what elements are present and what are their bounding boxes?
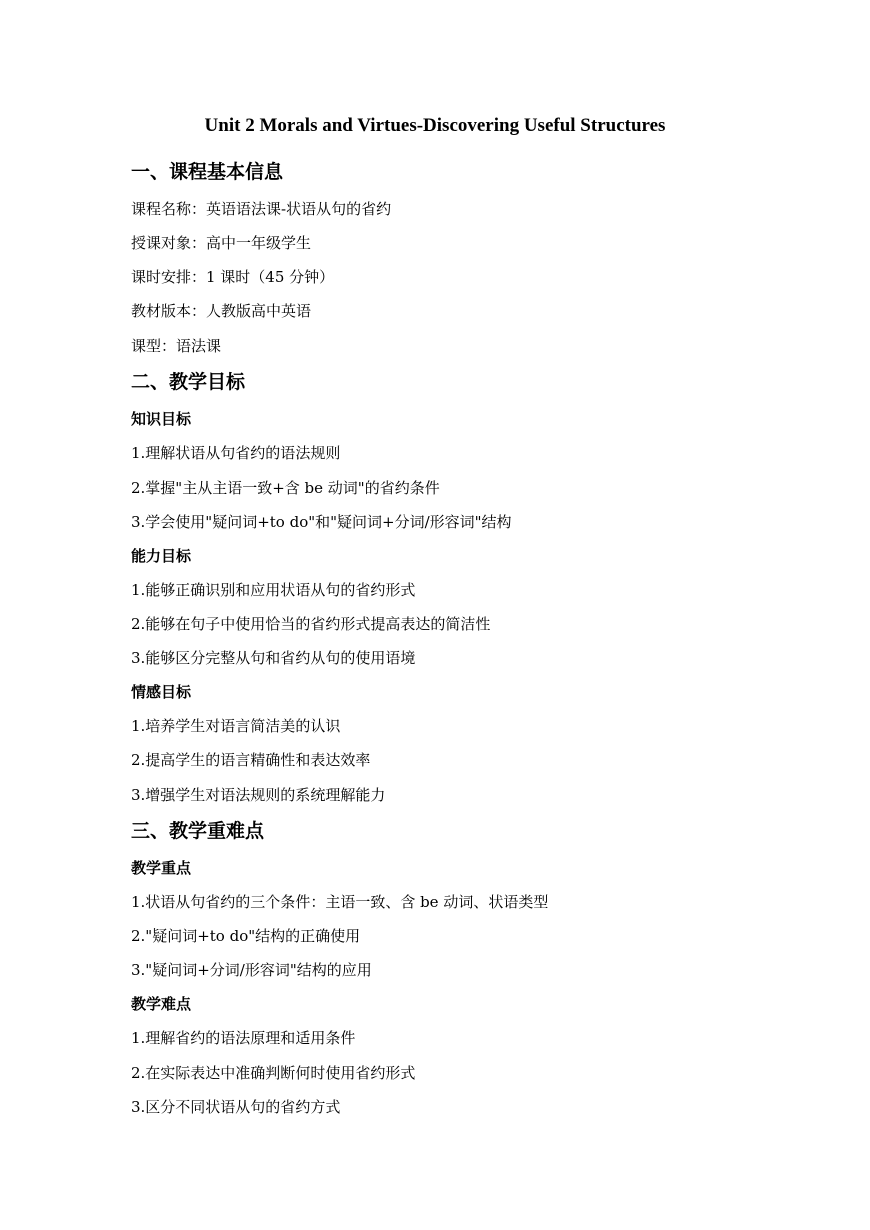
section-heading-key-points: 三、教学重难点 bbox=[131, 820, 265, 842]
info-line-schedule: 课时安排：1 课时（45 分钟） bbox=[131, 268, 335, 286]
section-heading-objectives: 二、教学目标 bbox=[131, 371, 246, 393]
subheading-emotion-objectives: 情感目标 bbox=[131, 683, 192, 701]
info-line-audience: 授课对象：高中一年级学生 bbox=[131, 234, 312, 252]
list-item: 3.区分不同状语从句的省约方式 bbox=[131, 1098, 341, 1116]
list-item: 3."疑问词+分词/形容词"结构的应用 bbox=[131, 961, 372, 979]
list-item: 1.理解状语从句省约的语法规则 bbox=[131, 444, 341, 462]
list-item: 3.能够区分完整从句和省约从句的使用语境 bbox=[131, 649, 416, 667]
info-line-lesson-type: 课型：语法课 bbox=[131, 337, 222, 355]
list-item: 2."疑问词+to do"结构的正确使用 bbox=[131, 927, 361, 945]
list-item: 2.能够在句子中使用恰当的省约形式提高表达的简洁性 bbox=[131, 615, 491, 633]
list-item: 1.理解省约的语法原理和适用条件 bbox=[131, 1029, 356, 1047]
subheading-ability-objectives: 能力目标 bbox=[131, 547, 192, 565]
info-line-textbook: 教材版本：人教版高中英语 bbox=[131, 302, 312, 320]
subheading-teaching-focus: 教学重点 bbox=[131, 859, 192, 877]
list-item: 2.掌握"主从主语一致+含 be 动词"的省约条件 bbox=[131, 479, 440, 497]
section-heading-basic-info: 一、课程基本信息 bbox=[131, 161, 284, 183]
list-item: 2.在实际表达中准确判断何时使用省约形式 bbox=[131, 1064, 416, 1082]
list-item: 3.学会使用"疑问词+to do"和"疑问词+分词/形容词"结构 bbox=[131, 513, 512, 531]
subheading-knowledge-objectives: 知识目标 bbox=[131, 410, 192, 428]
list-item: 1.培养学生对语言简洁美的认识 bbox=[131, 717, 341, 735]
list-item: 2.提高学生的语言精确性和表达效率 bbox=[131, 751, 371, 769]
subheading-teaching-difficulties: 教学难点 bbox=[131, 995, 192, 1013]
info-line-course-name: 课程名称：英语语法课-状语从句的省约 bbox=[131, 200, 392, 218]
document-title: Unit 2 Morals and Virtues-Discovering Useful Structures bbox=[204, 115, 666, 136]
list-item: 3.增强学生对语法规则的系统理解能力 bbox=[131, 786, 386, 804]
list-item: 1.能够正确识别和应用状语从句的省约形式 bbox=[131, 581, 416, 599]
list-item: 1.状语从句省约的三个条件：主语一致、含 be 动词、状语类型 bbox=[131, 893, 549, 911]
